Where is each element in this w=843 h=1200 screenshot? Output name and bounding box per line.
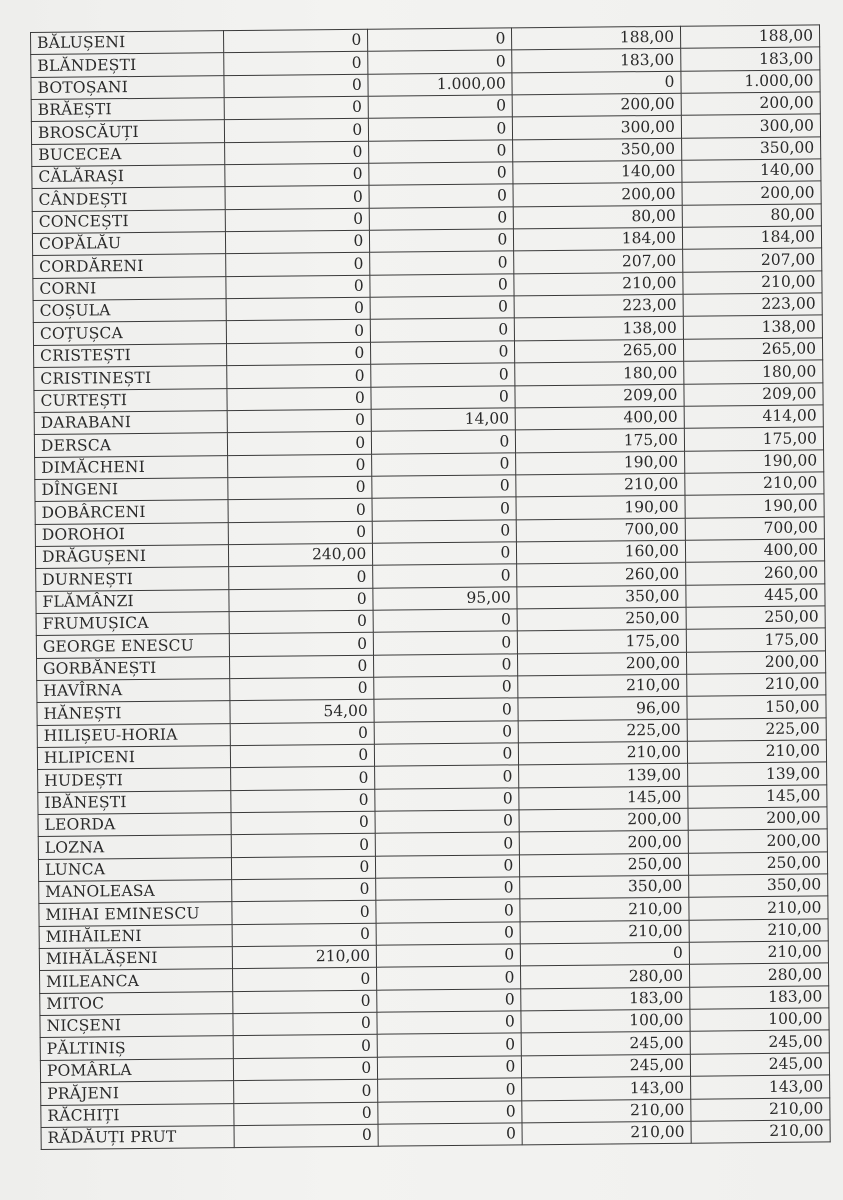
total-amount-cell: 210,00 [683,271,822,295]
total-amount-cell: 280,00 [689,963,828,987]
commune-name-cell: CÂNDEȘTI [32,187,225,211]
amount-col-2-cell: 0 [378,1100,522,1124]
amount-col-1-cell: 0 [232,901,376,925]
total-amount-cell: 350,00 [682,137,821,161]
amount-col-2-cell: 0 [373,542,517,566]
amount-col-1-cell: 0 [228,476,372,500]
amount-col-3-cell: 225,00 [518,719,687,743]
total-amount-cell: 223,00 [683,293,822,317]
amount-col-1-cell: 0 [225,119,369,143]
amount-col-3-cell: 245,00 [521,1032,690,1056]
amount-col-3-cell: 350,00 [513,138,682,162]
commune-name-cell: BRĂEȘTI [31,98,224,122]
amount-col-3-cell: 190,00 [516,451,685,475]
total-amount-cell: 150,00 [687,695,826,719]
amount-col-1-cell: 0 [231,789,375,813]
commune-name-cell: DURNEȘTI [36,567,229,591]
amount-col-2-cell: 0 [370,296,514,320]
commune-name-cell: HUDEȘTI [38,768,231,792]
amount-col-2-cell: 0 [372,519,516,543]
amount-col-2-cell: 0 [375,810,519,834]
amount-col-2-cell: 0 [370,229,514,253]
total-amount-cell: 183,00 [690,986,829,1010]
amount-col-3-cell: 265,00 [515,339,684,363]
amount-col-2-cell: 0 [369,184,513,208]
amount-col-3-cell: 183,00 [521,987,690,1011]
amount-col-1-cell: 0 [231,811,375,835]
amount-col-3-cell: 210,00 [522,1121,691,1145]
amount-col-2-cell: 0 [378,1123,522,1147]
total-amount-cell: 350,00 [689,874,828,898]
amount-col-2-cell: 0 [377,944,521,968]
amount-col-1-cell: 210,00 [232,945,376,969]
commune-name-cell: CURTEȘTI [34,388,227,412]
amount-col-1-cell: 0 [234,1102,378,1126]
amount-col-1-cell: 0 [227,364,371,388]
amount-col-2-cell: 0 [375,765,519,789]
amount-col-3-cell: 350,00 [517,585,686,609]
amount-col-1-cell: 0 [228,431,372,455]
amount-col-2-cell: 0 [369,140,513,164]
total-amount-cell: 225,00 [687,718,826,742]
amount-col-2-cell: 0 [371,341,515,365]
commune-name-cell: CORNI [33,276,226,300]
commune-name-cell: CONCEȘTI [32,209,225,233]
total-amount-cell: 265,00 [683,338,822,362]
amount-col-2-cell: 0 [372,430,516,454]
total-amount-cell: 175,00 [686,628,825,652]
total-amount-cell: 190,00 [685,494,824,518]
amount-col-2-cell: 0 [368,28,512,52]
amount-col-3-cell: 175,00 [518,630,687,654]
amount-col-1-cell: 0 [225,186,369,210]
commune-name-cell: COPĂLĂU [32,232,225,256]
amount-col-3-cell: 200,00 [520,831,689,855]
amount-col-2-cell: 0 [370,251,514,275]
amount-col-3-cell: 260,00 [517,562,686,586]
amount-col-3-cell: 139,00 [519,764,688,788]
commune-name-cell: BROSCĂUȚI [31,120,224,144]
total-amount-cell: 200,00 [682,181,821,205]
amount-col-3-cell: 175,00 [516,428,685,452]
commune-name-cell: BOTOȘANI [31,75,224,99]
total-amount-cell: 139,00 [688,762,827,786]
commune-name-cell: BĂLUȘENI [31,31,224,55]
total-amount-cell: 184,00 [682,226,821,250]
total-amount-cell: 80,00 [682,204,821,228]
amount-col-3-cell: 200,00 [519,808,688,832]
amount-col-1-cell: 0 [224,96,368,120]
total-amount-cell: 190,00 [685,449,824,473]
commune-name-cell: DRĂGUȘENI [35,545,228,569]
amount-col-3-cell: 210,00 [514,272,683,296]
commune-name-cell: DERSCA [34,433,227,457]
amount-col-1-cell: 0 [230,655,374,679]
total-amount-cell: 145,00 [688,785,827,809]
table-body [31,25,831,1150]
amount-col-1-cell: 0 [226,253,370,277]
amount-col-3-cell: 188,00 [512,26,681,50]
amount-col-1-cell: 0 [227,387,371,411]
amount-col-3-cell: 250,00 [517,607,686,631]
total-amount-cell: 414,00 [684,405,823,429]
amount-col-1-cell: 0 [227,342,371,366]
amount-col-1-cell: 0 [232,878,376,902]
amount-col-2-cell: 1.000,00 [368,73,512,97]
total-amount-cell: 183,00 [681,47,820,71]
total-amount-cell: 140,00 [682,159,821,183]
commune-name-cell: DARABANI [34,410,227,434]
commune-name-cell: FLĂMÂNZI [36,589,229,613]
amount-col-2-cell: 0 [374,631,518,655]
total-amount-cell: 200,00 [686,651,825,675]
amount-col-3-cell: 140,00 [513,160,682,184]
amount-col-2-cell: 0 [378,1078,522,1102]
total-amount-cell: 188,00 [680,25,819,49]
total-amount-cell: 180,00 [684,360,823,384]
amount-col-1-cell: 0 [231,834,375,858]
amount-col-3-cell: 250,00 [520,853,689,877]
amount-col-3-cell: 160,00 [517,540,686,564]
amount-col-3-cell: 245,00 [522,1054,691,1078]
commune-name-cell: LUNCA [38,857,231,881]
amount-col-3-cell: 190,00 [516,495,685,519]
commune-name-cell: PĂLTINIȘ [40,1036,233,1060]
amount-col-2-cell: 95,00 [373,586,517,610]
commune-name-cell: MANOLEASA [39,880,232,904]
amount-col-3-cell: 100,00 [521,1009,690,1033]
commune-name-cell: IBĂNEȘTI [38,790,231,814]
amount-col-1-cell: 0 [234,1079,378,1103]
commune-name-cell: DOROHOI [35,522,228,546]
total-amount-cell: 100,00 [690,1008,829,1032]
amount-col-1-cell: 0 [225,208,369,232]
amount-col-3-cell: 280,00 [521,965,690,989]
amount-col-2-cell: 0 [372,475,516,499]
amount-col-1-cell: 0 [228,521,372,545]
amount-col-2-cell: 0 [375,832,519,856]
amount-col-1-cell: 0 [233,990,377,1014]
total-amount-cell: 700,00 [685,516,824,540]
total-amount-cell: 250,00 [688,852,827,876]
amount-col-1-cell: 0 [233,968,377,992]
amount-col-3-cell: 350,00 [520,875,689,899]
amount-col-3-cell: 300,00 [513,116,682,140]
commune-name-cell: MILEANCA [40,969,233,993]
amount-col-3-cell: 210,00 [520,898,689,922]
total-amount-cell: 200,00 [688,807,827,831]
amount-col-1-cell: 0 [224,29,368,53]
amount-col-2-cell: 0 [374,653,518,677]
amount-col-1-cell: 0 [232,923,376,947]
amount-col-1-cell: 0 [225,163,369,187]
amount-col-3-cell: 184,00 [514,227,683,251]
total-amount-cell: 210,00 [687,740,826,764]
amount-col-3-cell: 183,00 [512,49,681,73]
amount-col-1-cell: 0 [227,409,371,433]
amount-col-2-cell: 0 [378,1056,522,1080]
amount-col-3-cell: 700,00 [517,518,686,542]
amount-col-2-cell: 0 [375,788,519,812]
commune-name-cell: NICȘENI [40,1014,233,1038]
amount-col-3-cell: 210,00 [519,741,688,765]
amount-col-1-cell: 0 [229,610,373,634]
commune-name-cell: MIHAI EMINESCU [39,902,232,926]
amount-col-2-cell: 0 [377,1011,521,1035]
commune-name-cell: POMÂRLA [40,1058,233,1082]
amount-col-2-cell: 0 [369,117,513,141]
commune-name-cell: CRISTEȘTI [34,343,227,367]
amount-col-1-cell: 0 [225,141,369,165]
amount-col-3-cell: 143,00 [522,1076,691,1100]
commune-name-cell: COȘULA [33,299,226,323]
total-amount-cell: 260,00 [686,561,825,585]
total-amount-cell: 143,00 [691,1075,830,1099]
amount-col-2-cell: 14,00 [371,408,515,432]
amount-col-1-cell: 0 [230,722,374,746]
amount-col-2-cell: 0 [368,95,512,119]
commune-name-cell: DÎNGENI [35,477,228,501]
amount-col-2-cell: 0 [369,162,513,186]
amount-col-1-cell: 0 [231,744,375,768]
amount-col-2-cell: 0 [376,855,520,879]
commune-name-cell: DIMĂCHENI [35,455,228,479]
commune-name-cell: HĂNEȘTI [37,701,230,725]
amount-col-2-cell: 0 [374,676,518,700]
amount-col-3-cell: 145,00 [519,786,688,810]
amount-col-3-cell: 210,00 [520,920,689,944]
total-amount-cell: 210,00 [691,1120,830,1144]
amount-col-2-cell: 0 [373,564,517,588]
allocation-table [30,24,831,1150]
amount-col-3-cell: 210,00 [522,1099,691,1123]
commune-name-cell: FRUMUȘICA [36,612,229,636]
amount-col-2-cell: 0 [377,989,521,1013]
amount-col-2-cell: 0 [368,50,512,74]
total-amount-cell: 210,00 [687,673,826,697]
amount-col-2-cell: 0 [371,318,515,342]
amount-col-3-cell: 96,00 [518,697,687,721]
amount-col-1-cell: 0 [234,1124,378,1148]
amount-col-1-cell: 0 [231,767,375,791]
amount-col-2-cell: 0 [377,966,521,990]
total-amount-cell: 1.000,00 [681,70,820,94]
total-amount-cell: 250,00 [686,606,825,630]
total-amount-cell: 300,00 [681,114,820,138]
commune-name-cell: PRĂJENI [41,1081,234,1105]
amount-col-2-cell: 0 [372,452,516,476]
total-amount-cell: 207,00 [683,248,822,272]
amount-col-2-cell: 0 [374,698,518,722]
amount-col-3-cell: 138,00 [515,317,684,341]
commune-name-cell: LOZNA [38,835,231,859]
amount-col-2-cell: 0 [374,720,518,744]
commune-name-cell: RĂCHIȚI [41,1103,234,1127]
amount-col-1-cell: 0 [226,320,370,344]
commune-name-cell: LEORDA [38,813,231,837]
amount-col-1-cell: 0 [229,565,373,589]
total-amount-cell: 210,00 [689,919,828,943]
amount-col-2-cell: 0 [371,385,515,409]
amount-col-2-cell: 0 [377,1033,521,1057]
total-amount-cell: 210,00 [689,941,828,965]
amount-col-2-cell: 0 [376,922,520,946]
amount-col-1-cell: 0 [226,297,370,321]
amount-col-1-cell: 240,00 [229,543,373,567]
amount-col-3-cell: 0 [512,71,681,95]
total-amount-cell: 400,00 [685,539,824,563]
total-amount-cell: 245,00 [690,1053,829,1077]
commune-name-cell: HAVÎRNA [37,679,230,703]
total-amount-cell: 210,00 [691,1097,830,1121]
total-amount-cell: 245,00 [690,1030,829,1054]
amount-col-3-cell: 180,00 [515,361,684,385]
total-amount-cell: 210,00 [685,472,824,496]
commune-name-cell: BLĂNDEȘTI [31,53,224,77]
commune-name-cell: HILIȘEU-HORIA [37,723,230,747]
commune-name-cell: BUCECEA [32,142,225,166]
amount-col-3-cell: 200,00 [518,652,687,676]
amount-col-3-cell: 210,00 [518,674,687,698]
amount-col-3-cell: 400,00 [515,406,684,430]
amount-col-3-cell: 209,00 [515,384,684,408]
total-amount-cell: 209,00 [684,382,823,406]
amount-col-2-cell: 0 [372,497,516,521]
total-amount-cell: 200,00 [681,92,820,116]
commune-name-cell: GORBĂNEȘTI [37,656,230,680]
amount-col-3-cell: 223,00 [514,294,683,318]
amount-col-1-cell: 0 [230,677,374,701]
total-amount-cell: 175,00 [684,427,823,451]
amount-col-1-cell: 0 [234,1057,378,1081]
commune-name-cell: MIHĂILENI [39,924,232,948]
commune-name-cell: MIHĂLĂȘENI [39,947,232,971]
amount-col-1-cell: 0 [224,52,368,76]
amount-col-1-cell: 0 [228,454,372,478]
amount-col-1-cell: 0 [224,74,368,98]
amount-col-1-cell: 0 [229,588,373,612]
commune-name-cell: HLIPICENI [37,746,230,770]
amount-col-3-cell: 200,00 [513,183,682,207]
commune-name-cell: CORDĂRENI [33,254,226,278]
amount-col-3-cell: 210,00 [516,473,685,497]
commune-name-cell: DOBÂRCENI [35,500,228,524]
amount-col-1-cell: 0 [233,1012,377,1036]
amount-col-1-cell: 0 [229,633,373,657]
commune-name-cell: GEORGE ENESCU [36,634,229,658]
amount-col-2-cell: 0 [376,899,520,923]
amount-col-2-cell: 0 [370,274,514,298]
amount-col-1-cell: 54,00 [230,700,374,724]
amount-col-3-cell: 0 [521,942,690,966]
amount-col-2-cell: 0 [369,207,513,231]
commune-name-cell: CRISTINEȘTI [34,366,227,390]
amount-col-3-cell: 200,00 [512,93,681,117]
amount-col-1-cell: 0 [226,275,370,299]
total-amount-cell: 210,00 [689,896,828,920]
amount-col-1-cell: 0 [232,856,376,880]
amount-col-1-cell: 0 [226,230,370,254]
total-amount-cell: 138,00 [683,315,822,339]
commune-name-cell: MITOC [40,991,233,1015]
amount-col-3-cell: 207,00 [514,250,683,274]
amount-col-2-cell: 0 [375,743,519,767]
amount-col-1-cell: 0 [233,1035,377,1059]
commune-name-cell: RĂDĂUȚI PRUT [41,1125,234,1149]
amount-col-2-cell: 0 [373,609,517,633]
amount-col-2-cell: 0 [376,877,520,901]
amount-col-1-cell: 0 [228,498,372,522]
commune-name-cell: CĂLĂRAȘI [32,165,225,189]
amount-col-3-cell: 80,00 [514,205,683,229]
total-amount-cell: 445,00 [686,583,825,607]
amount-col-2-cell: 0 [371,363,515,387]
commune-name-cell: COȚUȘCA [33,321,226,345]
total-amount-cell: 200,00 [688,829,827,853]
